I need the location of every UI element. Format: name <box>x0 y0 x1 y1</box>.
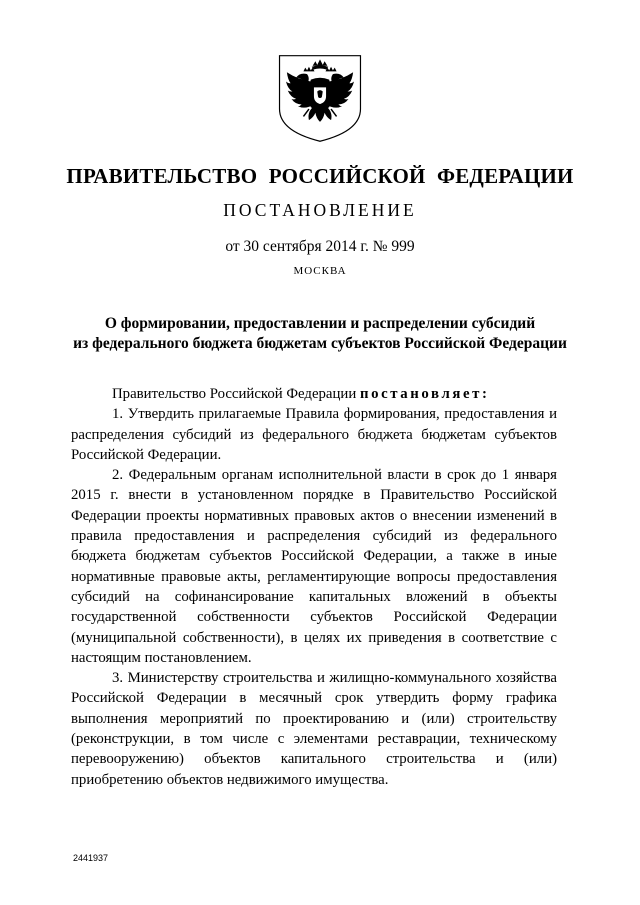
intro-text: Правительство Российской Федерации <box>112 386 360 402</box>
document-date <box>0 238 640 256</box>
double-headed-eagle-icon <box>274 52 366 144</box>
subject-line-1: О формировании, предоставлении и распределении субсидий <box>104 315 536 332</box>
city: МОСКВА <box>293 265 347 277</box>
intro-paragraph <box>71 384 557 404</box>
subject-line-2: из федерального бюджета бюджетам субъектов Российской Федерации <box>73 335 567 352</box>
decree-word: постановляет: <box>359 386 490 402</box>
date-text: от 30 сентября 2014 г. № <box>225 238 392 255</box>
document-code: 2441937 <box>73 853 109 863</box>
document-body <box>71 384 557 790</box>
paragraph-3: 3. Министерству строительства и жилищно-коммунального хозяйства Российской Федерации в месячный срок утвердить форму графика выполнения мероприятий по проектированию и (или) строительству (реконструкции, в том числе с элементами реставрации, техническому перевооружению) объектов капитального строительства и (или) приобретению объектов недвижимого имущества. <box>71 670 557 788</box>
paragraph-2: 2. Федеральным органам исполнительной власти в срок до 1 января 2015 г. внести в установленном порядке в Правительство Российской Федерации проекты нормативных правовых актов о внесении изменений в правила предоставления и распределения субсидий из федерального бюджета бюджетам субъектов Российской Федерации, а также в иные нормативные правовые акты, регламентирующие вопросы предоставления субсидий на софинансирование капитальных вложений в объекты государственной собственности субъектов Российской Федерации (муниципальной собственности), в целях их приведения в соответствие с настоящим постановлением. <box>71 467 557 666</box>
government-title: ПРАВИТЕЛЬСТВО РОССИЙСКОЙ ФЕДЕРАЦИИ <box>66 164 574 188</box>
document-number: 999 <box>391 238 415 255</box>
document-type: ПОСТАНОВЛЕНИЕ <box>223 200 417 220</box>
document-subject <box>60 314 580 354</box>
paragraph-1: 1. Утвердить прилагаемые Правила формирования, предоставления и распределения субсидий из федерального бюджета бюджетам субъектов Российской Федерации. <box>71 406 557 463</box>
